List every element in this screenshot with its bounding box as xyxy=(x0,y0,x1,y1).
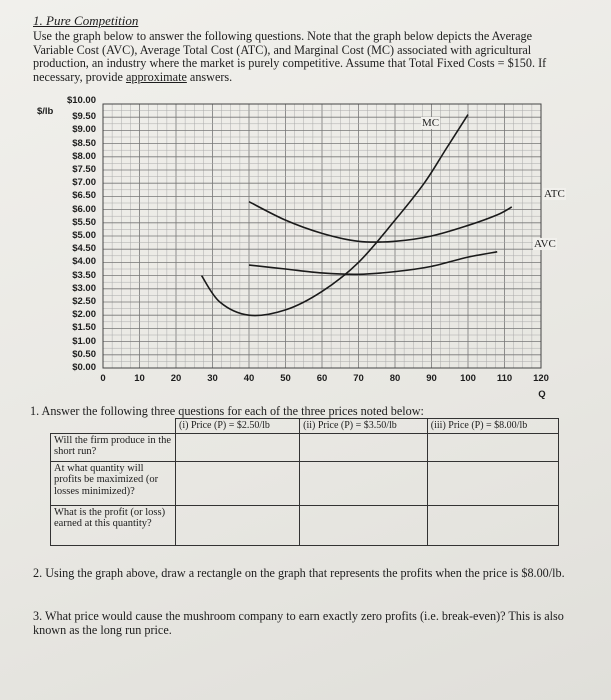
x-tick-label: 10 xyxy=(134,373,145,384)
y-tick-label: $3.50 xyxy=(72,269,96,281)
x-tick-label: 100 xyxy=(460,373,476,384)
row-question: At what quantity will profits be maximized (or losses minimized)? xyxy=(51,461,176,505)
intro-text-after: answers. xyxy=(186,69,233,84)
avc-curve-label: AVC xyxy=(534,238,556,250)
y-tick-label: $9.50 xyxy=(72,111,96,123)
x-tick-label: 110 xyxy=(496,373,513,384)
y-tick-label: $8.00 xyxy=(72,150,96,162)
x-axis-label: Q xyxy=(538,389,546,400)
column-header: (i) Price (P) = $2.50/lb xyxy=(176,419,300,434)
y-tick-label: $2.50 xyxy=(72,296,96,307)
answer-cell[interactable] xyxy=(300,505,428,545)
answer-cell[interactable] xyxy=(427,461,558,505)
y-tick-label: $6.50 xyxy=(72,190,96,202)
mc-curve-label: MC xyxy=(422,117,440,129)
section-heading: 1. Pure Competition xyxy=(33,13,139,28)
y-tick-label: $8.50 xyxy=(72,137,96,149)
y-tick-label: $0.50 xyxy=(72,348,96,360)
x-tick-label: 0 xyxy=(100,373,106,384)
x-tick-label: 30 xyxy=(207,373,218,384)
answer-cell[interactable] xyxy=(427,433,558,461)
y-tick-label: $3.00 xyxy=(72,282,96,294)
answer-cell[interactable] xyxy=(300,433,428,461)
table-row xyxy=(51,461,559,505)
question-2: 2. Using the graph above, draw a rectangle on the graph that represents the profits when the price is $8.00/lb. xyxy=(33,566,565,580)
table-row xyxy=(51,433,559,461)
table-corner xyxy=(51,419,176,434)
y-tick-label: $5.00 xyxy=(72,230,96,241)
answer-cell[interactable] xyxy=(176,461,300,505)
question-3: 3. What price would cause the mushroom company to earn exactly zero profits (i.e. break-even)? This is also known as the long run price. xyxy=(33,609,564,637)
y-tick-label: $1.00 xyxy=(72,335,96,347)
x-tick-label: 60 xyxy=(316,373,328,384)
row-question: Will the firm produce in the short run? xyxy=(51,433,176,461)
chart-grid xyxy=(103,104,541,368)
y-tick-label: $2.00 xyxy=(72,309,96,321)
row-question: What is the profit (or loss) earned at this quantity? xyxy=(51,505,176,545)
y-tick-label: $10.00 xyxy=(66,95,96,106)
answer-cell[interactable] xyxy=(300,461,428,505)
x-tick-label: 20 xyxy=(170,373,182,384)
intro-text-before: Use the graph below to answer the following questions. Note that the graph below depicts the Average Variable Cost (AVC), Average Total Cost (ATC), and Marginal Cost (MC) associated with agricultural production, an industry where the market is purely competitive. Assume that Total Fixed Costs = $150. If necessary, provide xyxy=(33,29,547,84)
mc-curve xyxy=(202,115,468,316)
column-header: (ii) Price (P) = $3.50/lb xyxy=(300,419,428,434)
answer-cell[interactable] xyxy=(427,505,558,545)
column-header: (iii) Price (P) = $8.00/lb xyxy=(427,419,558,434)
y-tick-label: $7.50 xyxy=(72,164,96,175)
question-1-prompt: 1. Answer the following three questions for each of the three prices noted below: xyxy=(30,404,424,418)
chart-curves xyxy=(202,115,512,316)
avc-curve xyxy=(249,252,497,274)
answer-cell[interactable] xyxy=(176,433,300,461)
y-tick-label: $4.00 xyxy=(72,256,96,268)
atc-curve-label: ATC xyxy=(544,188,565,200)
x-tick-label: 50 xyxy=(280,373,291,384)
y-tick-label: $4.50 xyxy=(72,243,96,255)
y-tick-label: $7.00 xyxy=(72,177,96,189)
answer-table-header-row xyxy=(51,419,559,434)
answer-cell[interactable] xyxy=(176,505,300,545)
y-tick-label: $1.50 xyxy=(72,322,96,334)
y-tick-label: $0.00 xyxy=(72,362,96,373)
x-tick-label: 90 xyxy=(426,373,437,384)
answer-table xyxy=(50,418,559,546)
y-tick-label: $9.00 xyxy=(72,124,96,136)
intro-text-underlined: approximate xyxy=(125,69,187,84)
y-axis-label: $/lb xyxy=(37,106,54,117)
x-tick-label: 120 xyxy=(533,373,549,384)
table-row xyxy=(51,505,559,545)
y-tick-label: $6.00 xyxy=(72,203,96,215)
x-tick-label: 80 xyxy=(389,373,401,384)
y-tick-label: $5.50 xyxy=(72,216,96,228)
x-tick-label: 70 xyxy=(353,373,364,384)
x-tick-label: 40 xyxy=(243,373,255,384)
